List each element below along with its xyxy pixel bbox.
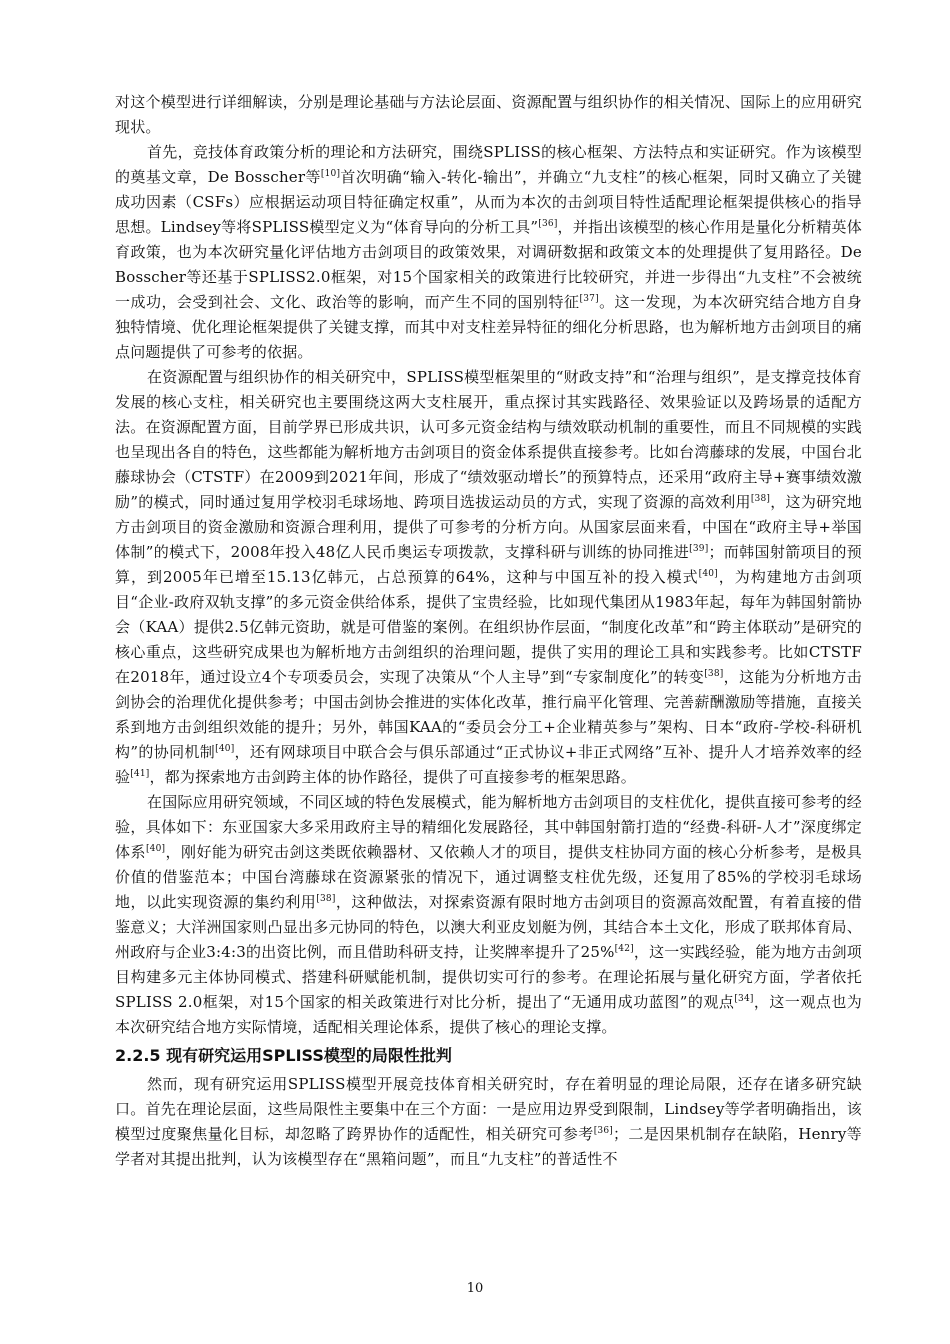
paragraph-text: ，并指出该模型的核心作用是量化分析精英体育政策，也为本次研究量化评估地方击剑项目的政策效果，对调研数据和政策文本的处理提供了复用路径。De Bosscher等还基于SPLISS2.0框架，对15个国家相关的政策进行比较研究，并进一步得出“九支柱”不会被统一成功，会受到社会、文化、政治等的影响，而产生不同的国别特征 — [115, 218, 862, 311]
paragraph-text: ，这一实践经验，能为地方击剑项目构建多元主体协同模式、搭建科研赋能机制，提供切实可行的参考。在理论拓展与量化研究方面，学者依托SPLISS 2.0框架，对15个国家的相关政策进行对比分析，提出了“无通用成功蓝图”的观点 — [115, 943, 862, 1011]
citation-marker: [36] — [538, 219, 558, 229]
citation-marker: [38] — [316, 894, 336, 904]
paragraph-text: 首先，竞技体育政策分析的理论和方法研究，围绕SPLISS的核心框架、方法特点和实证研究。作为该模型的奠基文章，De Bosscher等 — [115, 143, 862, 186]
citation-marker: [41] — [130, 769, 150, 779]
citation-marker: [42] — [614, 944, 634, 954]
citation-marker: [38] — [750, 494, 771, 504]
paragraph-text: ，为构建地方击剑项目“企业-政府双轨支撑”的多元资金供给体系，提供了宝贵经验，比如现代集团从1983年起，每年为韩国射箭协会（KAA）提供2.5亿韩元资助，就是可借鉴的案例。在组织协作层面，“制度化改革”和“跨主体联动”是研究的核心重点，这些研究成果也为解析地方击剑组织的治理问题，提供了实用的理论工具和实践参考。比如CTSTF在2018年，通过设立4个专项委员会，实现了决策从“个人主导”到“专家制度化”的转变 — [115, 568, 862, 686]
citation-marker: [10] — [320, 169, 341, 179]
paragraph — [115, 365, 862, 790]
paragraph-text: ，这种做法，对探索资源有限时地方击剑项目的资源高效配置，有着直接的借鉴意义；大洋洲国家则凸显出多元协同的特色，以澳大利亚皮划艇为例，其结合本土文化，形成了联邦体育局、州政府与企业3:4:3的出资比例，而且借助科研支持，让奖牌率提升了25% — [115, 893, 862, 961]
citation-marker: [40] — [698, 569, 718, 579]
paragraph-text: 首次明确“输入-转化-输出”，并确立“九支柱”的核心框架，同时又确立了关键成功因素（CSFs）应根据运动项目特征确定权重”，从而为本次的击剑项目特性适配理论框架提供核心的指导思想。Lindsey等将SPLISS模型定义为“体育导向的分析工具” — [115, 168, 862, 236]
body-text — [115, 90, 862, 1040]
page-number: 10 — [466, 1281, 484, 1296]
paragraph-text: ，刚好能为研究击剑这类既依赖器材、又依赖人才的项目，提供支柱协同方面的核心分析参考，是极具价值的借鉴范本；中国台湾藤球在资源紧张的情况下，通过调整支柱优先级，还复用了85%的学校羽毛球场地，以此实现资源的集约利用 — [115, 843, 862, 911]
citation-marker: [34] — [734, 994, 754, 1004]
paragraph-text: 在国际应用研究领域，不同区域的特色发展模式，能为解析地方击剑项目的支柱优化，提供直接可参考的经验，具体如下：东亚国家大多采用政府主导的精细化发展路径，其中韩国射箭打造的“经费-科研-人才”深度绑定体系 — [115, 793, 862, 861]
section-heading: 2.2.5 现有研究运用SPLISS模型的局限性批判 — [115, 1046, 452, 1065]
paragraph-text: ；二是因果机制存在缺陷，Henry等学者对其提出批判，认为该模型存在“黑箱问题”，而且“九支柱”的普适性不 — [115, 1125, 862, 1168]
paragraph-text: ，这为研究地方击剑项目的资金激励和资源合理利用，提供了可参考的分析方向。从国家层面来看，中国在“政府主导+举国体制”的模式下，2008年投入48亿人民币奥运专项拨款，支撑科研与训练的协同推进 — [115, 493, 863, 561]
paragraph-text: ，都为探索地方击剑跨主体的协作路径，提供了可直接参考的框架思路。 — [149, 768, 636, 786]
citation-marker: [37] — [579, 294, 599, 304]
citation-marker: [39] — [689, 544, 709, 554]
paragraph-text: 对这个模型进行详细解读，分别是理论基础与方法论层面、资源配置与组织协作的相关情况、国际上的应用研究现状。 — [115, 93, 862, 136]
paragraph-text: ，还有网球项目中联合会与俱乐部通过“正式协议+非正式网络”互补、提升人才培养效率的经验 — [115, 743, 862, 786]
paragraph — [115, 140, 862, 365]
body-text-continued — [115, 1072, 862, 1172]
paragraph-text: ；而韩国射箭项目的预算，到2005年已增至15.13亿韩元，占总预算的64%，这种与中国互补的投入模式 — [115, 543, 862, 586]
paragraph-text: 。这一发现，为本次研究结合地方自身独特情境、优化理论框架提供了关键支撑，而其中对支柱差异特征的细化分析思路，也为解析地方击剑项目的痛点问题提供了可参考的依据。 — [115, 293, 862, 361]
paragraph-text: 在资源配置与组织协作的相关研究中，SPLISS模型框架里的“财政支持”和“治理与组织”，是支撑竞技体育发展的核心支柱，相关研究也主要围绕这两大支柱展开，重点探讨其实践路径、效果验证以及跨场景的适配方法。在资源配置方面，目前学界已形成共识，认可多元资金结构与绩效联动机制的重要性，而且不同规模的实践也呈现出各自的特色，这些都能为解析地方击剑项目的资金体系提供直接参考。比如台湾藤球的发展，中国台北藤球协会（CTSTF）在2009到2021年间，形成了“绩效驱动增长”的预算特点，还采用“政府主导+赛事绩效激励”的模式，同时通过复用学校羽毛球场地、跨项目选拔运动员的方式，实现了资源的高效利用 — [115, 368, 862, 511]
citation-marker: [40] — [215, 744, 235, 754]
paragraph-text: ，这一观点也为本次研究结合地方实际情境，适配相关理论体系，提供了核心的理论支撑。 — [115, 993, 863, 1036]
citation-marker: [36] — [593, 1126, 613, 1136]
paragraph — [115, 790, 862, 1040]
paragraph-text: 然而，现有研究运用SPLISS模型开展竞技体育相关研究时，存在着明显的理论局限，还存在诸多研究缺口。首先在理论层面，这些局限性主要集中在三个方面：一是应用边界受到限制，Lindsey等学者明确指出，该模型过度聚焦量化目标，却忽略了跨界协作的适配性，相关研究可参考 — [115, 1075, 862, 1143]
paragraph-text: ，这能为分析地方击剑协会的治理优化提供参考；中国击剑协会推进的实体化改革，推行扁平化管理、完善薪酬激励等措施，直接关系到地方击剑组织效能的提升；另外，韩国KAA的“委员会分工+企业精英参与”架构、日本“政府-学校-科研机构”的协同机制 — [115, 668, 862, 761]
citation-marker: [38] — [704, 669, 724, 679]
paragraph — [115, 90, 862, 140]
paragraph — [115, 1072, 862, 1172]
citation-marker: [40] — [145, 844, 166, 854]
